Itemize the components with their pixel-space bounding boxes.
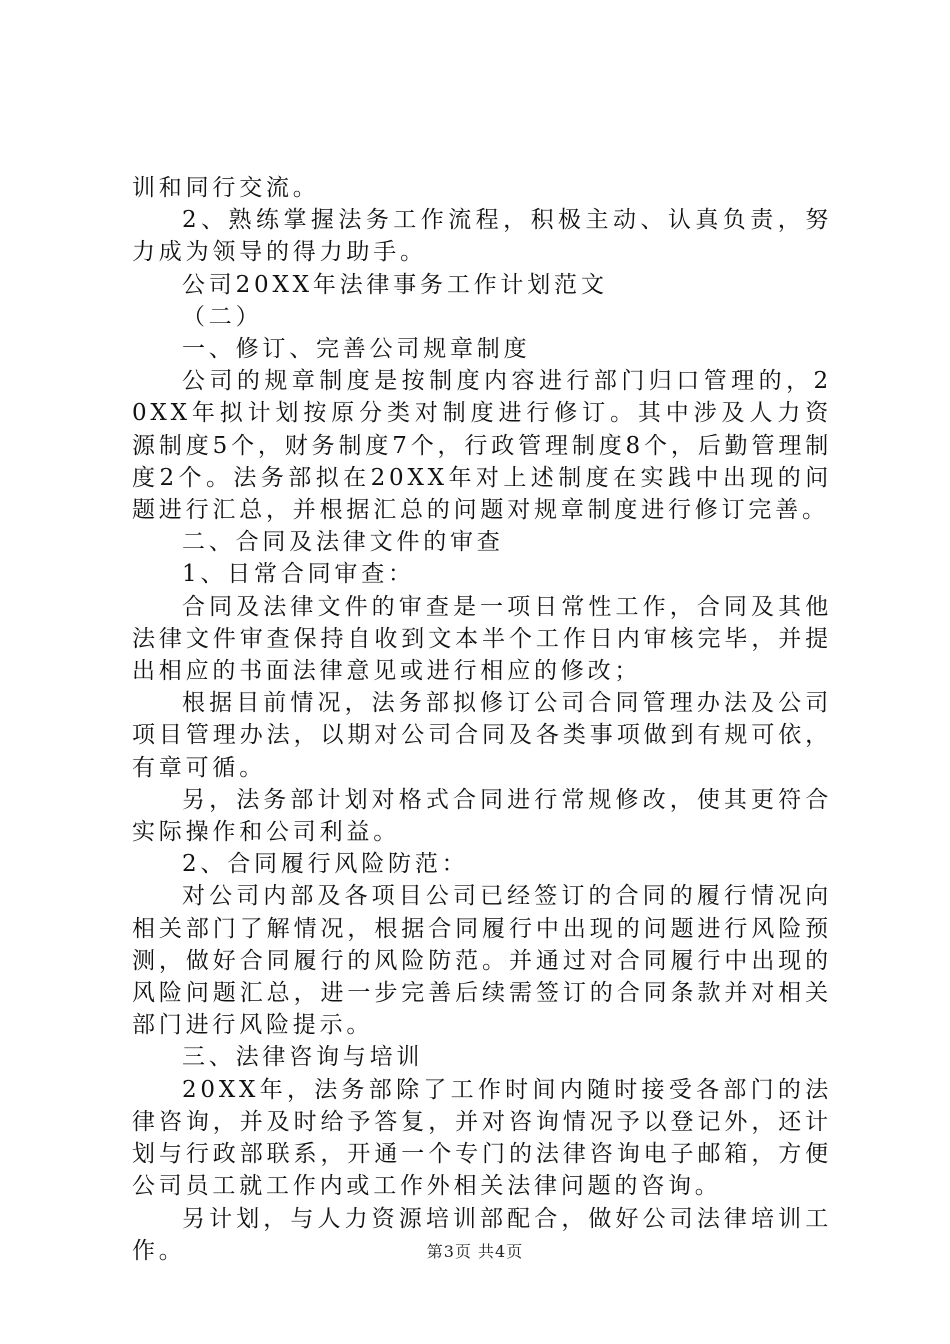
heading-1: 一、修订、完善公司规章制度 — [182, 336, 531, 363]
subheading: 2、合同履行风险防范： — [182, 851, 469, 878]
paragraph: 训和同行交流。 — [132, 175, 320, 201]
heading-3: 三、法律咨询与培训 — [182, 1044, 424, 1071]
paragraph: 另，法务部计划对格式合同进行常规修改，使其更符合实际操作和公司利益。 — [132, 786, 832, 846]
paragraph: 根据目前情况，法务部拟修订公司合同管理办法及公司项目管理办法，以期对公司合同及各类事项做到有规可依，有章可循。 — [132, 690, 832, 781]
paragraph: 20XX年，法务部除了工作时间内随时接受各部门的法律咨询，并及时给予答复，并对咨询情况予以登记外，还计划与行政部联系，开通一个专门的法律咨询电子邮箱，方便公司员工就工作内或工作外相关法律问题的咨询。 — [132, 1076, 832, 1200]
document-body — [132, 172, 832, 1267]
paragraph: 对公司内部及各项目公司已经签订的合同的履行情况向相关部门了解情况，根据合同履行中出现的问题进行风险预测，做好合同履行的风险防范。并通过对合同履行中出现的风险问题汇总，进一步完善后续需签订的合同条款并对相关部门进行风险提示。 — [132, 883, 832, 1039]
section-subtitle: （二） — [182, 303, 263, 330]
paragraph: 2、熟练掌握法务工作流程，积极主动、认真负责，努力成为领导的得力助手。 — [132, 207, 832, 266]
heading-2: 二、合同及法律文件的审查 — [182, 529, 504, 556]
section-title: 公司20XX年法律事务工作计划范文 — [182, 271, 608, 298]
paragraph: 合同及法律文件的审查是一项日常性工作，合同及其他法律文件审查保持自收到文本半个工作日内审核完毕，并提出相应的书面法律意见或进行相应的修改； — [132, 593, 832, 685]
page-footer: 第3页 共4页 — [426, 1242, 524, 1261]
paragraph: 公司的规章制度是按制度内容进行部门归口管理的，20XX年拟计划按原分类对制度进行修订。其中涉及人力资源制度5个，财务制度7个，行政管理制度8个，后勤管理制度2个。法务部拟在20XX年对上述制度在实践中出现的问题进行汇总，并根据汇总的问题对规章制度进行修订完善。 — [132, 368, 832, 524]
paragraph: 另计划，与人力资源培训部配合，做好公司法律培训工作。 — [132, 1205, 832, 1264]
subheading: 1、日常合同审查： — [182, 561, 415, 588]
